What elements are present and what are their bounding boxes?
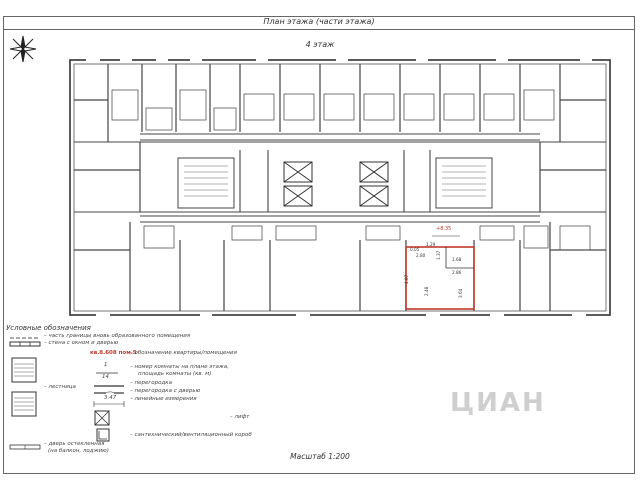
wall-window-symbol-icon bbox=[8, 340, 42, 348]
legend-stairs: – лестница bbox=[44, 384, 76, 390]
unit-elevation: +8.35 bbox=[436, 226, 452, 232]
legend-lift: – лифт bbox=[230, 414, 250, 420]
floor-plan bbox=[60, 50, 620, 325]
dim-4: 2.48 bbox=[424, 286, 429, 296]
floor-label: 4 этаж bbox=[305, 40, 335, 49]
legend-apt-desc: – обозначение квартиры/помещения bbox=[130, 350, 237, 356]
dim-9: 1.37 bbox=[436, 250, 441, 260]
dim-8: 1.29 bbox=[426, 242, 436, 247]
legend-glass-door-1: – дверь остекленная bbox=[44, 441, 105, 447]
legend-apt-code: кв.8.608 пом.5 bbox=[90, 350, 137, 356]
legend-glass-door-2: (на балкон, лоджию) bbox=[48, 448, 109, 454]
drawing-title: План этажа (части этажа) bbox=[263, 17, 375, 26]
dim-5: 3.64 bbox=[458, 288, 463, 298]
legend-title: Условные обозначения bbox=[6, 324, 91, 332]
dim-sample: 3.47 bbox=[104, 395, 117, 401]
legend-partition: – перегородка bbox=[130, 380, 172, 386]
legend-partition-door: – перегородка с дверью bbox=[130, 388, 201, 394]
dim-1: 2.80 bbox=[416, 253, 426, 258]
north-arrow-icon bbox=[8, 34, 38, 64]
building-outline bbox=[70, 60, 610, 315]
dim-3: 4.87 bbox=[404, 274, 409, 284]
dims-symbol-icon bbox=[92, 401, 126, 407]
lift-symbol-icon bbox=[94, 410, 110, 426]
glass-door-symbol-icon bbox=[8, 442, 42, 452]
legend-room-number-1: – номер комнаты на плане этажа, bbox=[130, 364, 229, 370]
dim-7: 0.05 bbox=[410, 247, 420, 252]
watermark-logo: ЦИАН bbox=[450, 388, 546, 418]
dim-2: 2.86 bbox=[452, 270, 462, 275]
legend-boundary: – часть границы вновь образованного помещения bbox=[44, 333, 191, 339]
title-bar bbox=[3, 16, 635, 30]
stair-left bbox=[178, 158, 234, 208]
stairs-symbol-icon bbox=[10, 356, 40, 420]
legend-shaft: – сантехнический/вентиляционный короб bbox=[130, 432, 252, 438]
room-sample-area: 14 bbox=[102, 374, 109, 380]
legend-dims: – линейные измерения bbox=[130, 396, 197, 402]
stair-right bbox=[436, 158, 492, 208]
legend-window-wall: – стена с окном и дверью bbox=[44, 340, 119, 346]
room-sample-num: 1 bbox=[104, 362, 108, 368]
scale-label: Масштаб 1:200 bbox=[290, 452, 350, 461]
dim-6: 1.68 bbox=[452, 257, 462, 262]
shaft-symbol-icon bbox=[96, 428, 110, 442]
legend-room-number-2: площадь комнаты (кв. м) bbox=[138, 371, 212, 377]
